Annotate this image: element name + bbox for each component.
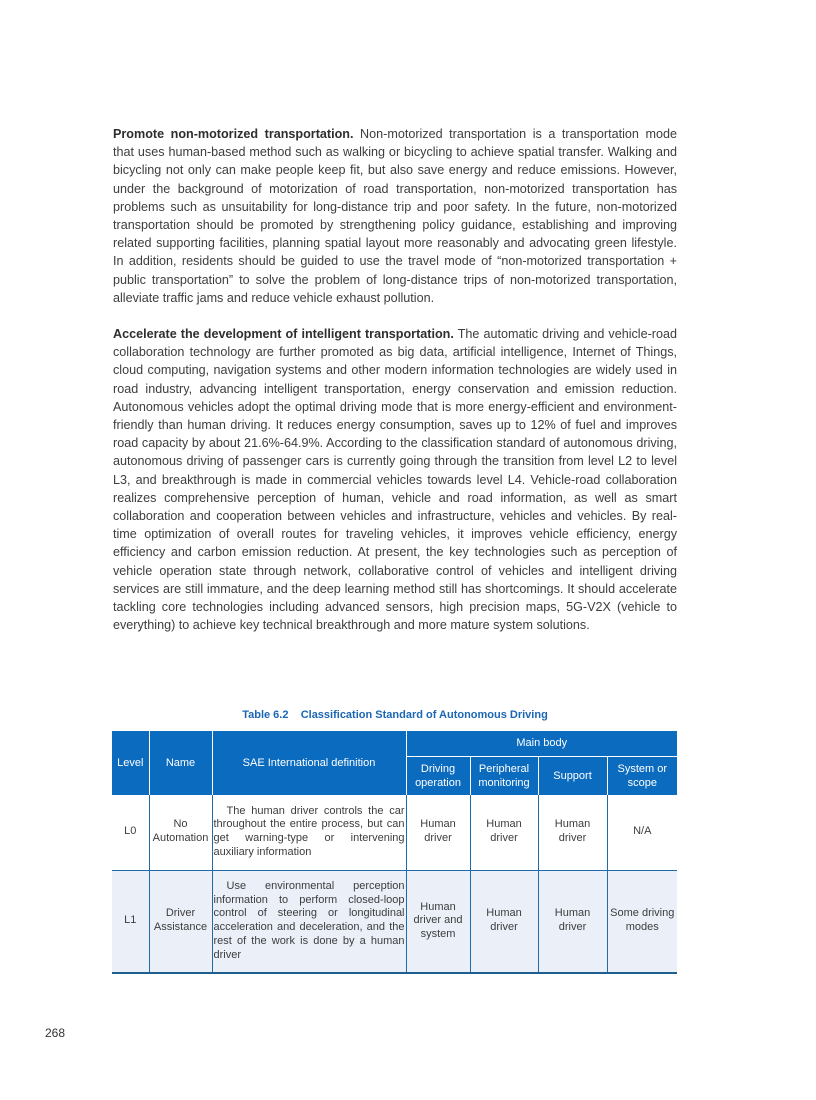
paragraph-intelligent-transport — [113, 325, 677, 634]
table-header-row — [112, 731, 677, 756]
cell-driving-operation: Human driver and system — [406, 870, 470, 973]
page-number: 268 — [45, 1026, 66, 1040]
cell-support: Human driver — [538, 795, 607, 870]
paragraph-text: The automatic driving and vehicle-road collaboration technology are further promoted as big data, artificial intelligence, Internet of Things, cloud computing, navigation systems and other modern information technologies are widely used in road industry, advancing intelligent transportation, energy conservation and emission reduction. Autonomous vehicles adopt the optimal driving mode that is more energy-efficient and environment-friendly than human driving. It reduces energy consumption, saves up to 12% of fuel and improves road capacity by about 21.6%-64.9%. According to the classification standard of autonomous driving, autonomous driving of passenger cars is currently going through the transition from level L2 to level L3, and breakthrough is made in commercial vehicles towards level L4. Vehicle-road collaboration realizes comprehensive perception of human, vehicle and road information, as well as smart collaboration and cooperation between vehicles and infrastructure, vehicles and vehicles. By real-time optimization of overall routes for traveling vehicles, it improves vehicle efficiency, energy efficiency and carbon emission reduction. At present, the key technologies such as perception of vehicle operation state through network, collaborative control of vehicles and intelligent driving services are still immature, and the deep learning method still has shortcomings. It should accelerate tackling core technologies including advanced sensors, high precision maps, 5G-V2X (vehicle to everything) to achieve key technical breakthrough and more mature system solutions. — [113, 327, 677, 633]
paragraph-non-motorized — [113, 125, 677, 307]
cell-definition — [212, 795, 406, 870]
cell-support: Human driver — [538, 870, 607, 973]
table-row — [112, 795, 677, 870]
page-body — [113, 125, 677, 634]
cell-driving-operation: Human driver — [406, 795, 470, 870]
paragraph-lead: Accelerate the development of intelligent transportation. — [113, 327, 454, 342]
header-support: Support — [538, 756, 607, 795]
definition-text: The human driver controls the car throughout the entire process, but can get warning-type or intervening auxiliary information — [213, 804, 405, 859]
paragraph-lead: Promote non-motorized transportation. — [113, 127, 354, 141]
cell-system-scope: N/A — [607, 795, 677, 870]
header-name: Name — [149, 731, 212, 795]
cell-name: Driver Assistance — [149, 870, 212, 973]
classification-table — [112, 731, 677, 974]
table-caption: Table 6.2 Classification Standard of Autonomous Driving — [242, 709, 548, 721]
header-peripheral-monitoring: Peripheral monitoring — [470, 756, 538, 795]
cell-system-scope: Some driving modes — [607, 870, 677, 973]
cell-peripheral-monitoring: Human driver — [470, 795, 538, 870]
cell-level: L1 — [112, 870, 149, 973]
header-main-body: Main body — [406, 731, 677, 756]
paragraph-text: Non-motorized transportation is a transportation mode that uses human-based method such as walking or bicycling to achieve spatial transfer. Walking and bicycling not only can make people keep fit, but also save energy and reduce emissions. However, under the background of motorization of road transportation, non-motorized transportation has problems such as unsuitability for long-distance trip and poor safety. In the future, non-motorized transportation should be promoted by strengthening policy guidance, establishing and improving related supporting facilities, planning spatial layout more reasonably and advocating green lifestyle. In addition, residents should be guided to use the travel mode of “non-motorized transportation + public transportation” to solve the problem of long-distance trips of non-motorized transportation, alleviate traffic jams and reduce vehicle exhaust pollution. — [113, 127, 677, 305]
header-driving-operation: Driving operation — [406, 756, 470, 795]
table-row — [112, 870, 677, 973]
cell-name: No Automation — [149, 795, 212, 870]
header-system-scope: System or scope — [607, 756, 677, 795]
header-level: Level — [112, 731, 149, 795]
cell-level: L0 — [112, 795, 149, 870]
definition-text: Use environmental perception information to perform closed-loop control of steering or longitudinal acceleration and deceleration, and the rest of the work is done by a human driver — [213, 879, 405, 961]
cell-peripheral-monitoring: Human driver — [470, 870, 538, 973]
header-definition: SAE International definition — [212, 731, 406, 795]
cell-definition — [212, 870, 406, 973]
